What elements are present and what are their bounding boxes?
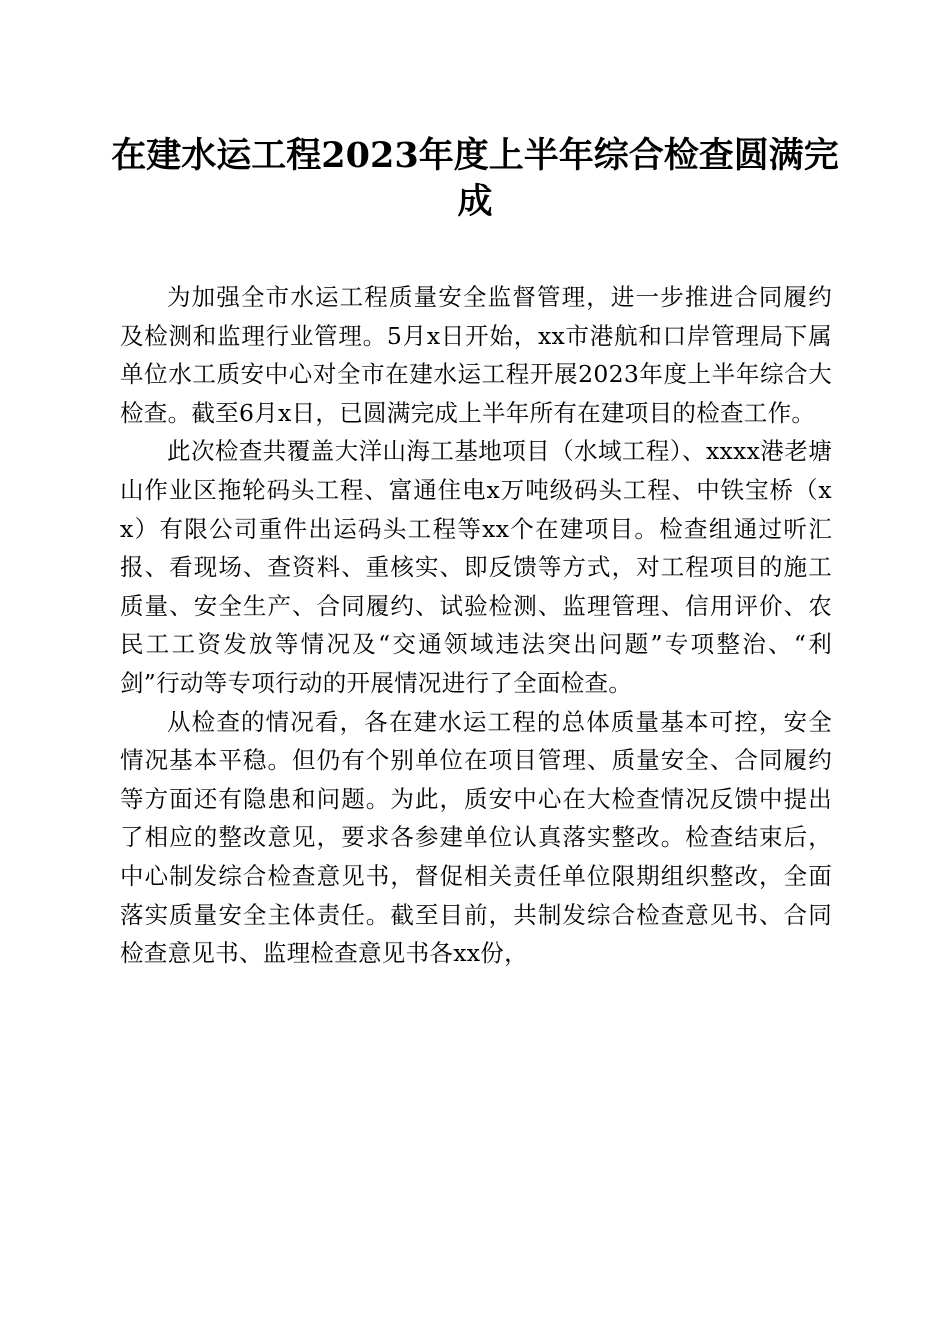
paragraph-1: 为加强全市水运工程质量安全监督管理，进一步推进合同履约及检测和监理行业管理。5月x日开始，xx市港航和口岸管理局下属单位水工质安中心对全市在建水运工程开展2023年度上半年综合大检查。截至6月x日，已圆满完成上半年所有在建项目的检查工作。 (120, 283, 832, 427)
paragraph-3: 从检查的情况看，各在建水运工程的总体质量基本可控，安全情况基本平稳。但仍有个别单位在项目管理、质量安全、合同履约等方面还有隐患和问题。为此，质安中心在大检查情况反馈中提出了相应的整改意见，要求各参建单位认真落实整改。检查结束后，中心制发综合检查意见书，督促相关责任单位限期组织整改，全面落实质量安全主体责任。截至目前，共制发综合检查意见书、合同检查意见书、监理检查意见书各xx份， (120, 707, 832, 968)
paragraph-2: 此次检查共覆盖大洋山海工基地项目（水域工程）、xxxx港老塘山作业区拖轮码头工程、富通住电x万吨级码头工程、中铁宝桥（xx）有限公司重件出运码头工程等xx个在建项目。检查组通过听汇报、看现场、查资料、重核实、即反馈等方式，对工程项目的施工质量、安全生产、合同履约、试验检测、监理管理、信用评价、农民工工资发放等情况及“交通领域违法突出问题”专项整治、“利剑”行动等专项行动的开展情况进行了全面检查。 (120, 437, 832, 697)
document-title: 在建水运工程2023年度上半年综合检查圆满完成 (111, 135, 839, 222)
document-body (120, 278, 832, 973)
